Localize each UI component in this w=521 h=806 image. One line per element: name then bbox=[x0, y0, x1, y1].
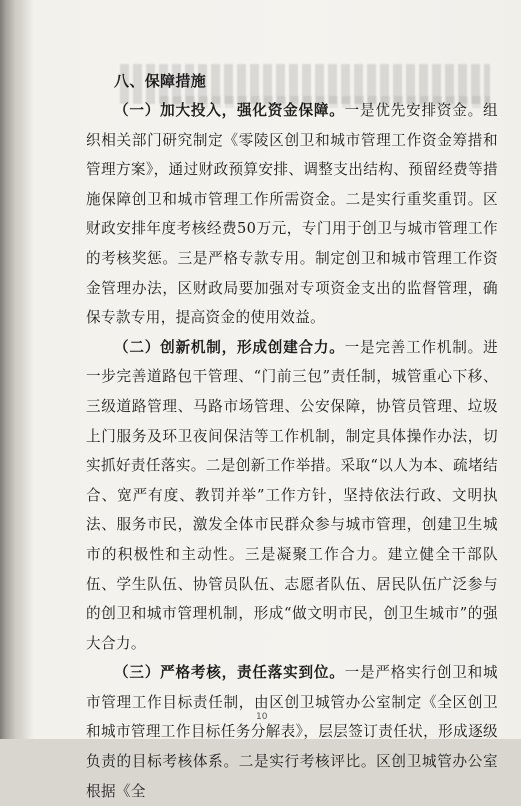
paragraph-1-body: 一是优先安排资金。组织相关部门研究制定《零陵区创卫和城市管理工作资金筹措和管理方案》，通过财政预算安排、调整支出结构、预留经费等措施保障创卫和城市管理工作所需资金。二是实行重奖重罚。区财政安排年度考核经费50万元，专门用于创卫与城市管理工作的考核奖惩。三是严格专款专用。制定创卫和城市管理工作资金管理办法，区财政局要加强对专项资金支出的监督管理，确保专款专用，提高资金的使用效益。 bbox=[86, 102, 498, 327]
paragraph-2-lead: （二）创新机制，形成创建合力。 bbox=[114, 338, 345, 356]
paragraph-3 bbox=[86, 658, 498, 806]
paragraph-1-lead: （一）加大投入，强化资金保障。 bbox=[114, 102, 345, 119]
paragraph-2 bbox=[86, 333, 498, 659]
binding-shadow bbox=[0, 0, 34, 739]
paragraph-2-body: 一是完善工作机制。进一步完善道路包干管理、“门前三包”责任制，城管重心下移、三级道路管理、马路市场管理、公安保障，协管员管理、垃圾上门服务及环卫夜间保洁等工作机制，制定具体操作办法，切实抓好责任落实。二是创新工作举措。采取“以人为本、疏堵结合、宽严有度、教罚并举”工作方针，坚持依法行政、文明执法、服务市民，激发全体市民群众参与城市管理，创建卫生城市的积极性和主动性。三是凝聚工作合力。建立健全干部队伍、学生队伍、协管员队伍、志愿者队伍、居民队伍广泛参与的创卫和城市管理机制，形成“做文明市民，创卫生城市”的强大合力。 bbox=[86, 338, 498, 652]
document-body bbox=[86, 66, 498, 806]
page-number: 10 bbox=[256, 712, 268, 722]
section-heading: 八、保障措施 bbox=[114, 72, 207, 90]
paragraph-3-body: 一是严格实行创卫和城市管理工作目标责任制，由区创卫城管办公室制定《全区创卫和城市管理工作目标任务分解表》，层层签订责任状，形成逐级负责的目标考核体系。二是实行考核评比。区创卫城管办公室根据《全 bbox=[86, 664, 498, 800]
paragraph-3-lead: （三）严格考核，责任落实到位。 bbox=[114, 664, 345, 682]
paragraph-1 bbox=[86, 96, 498, 333]
